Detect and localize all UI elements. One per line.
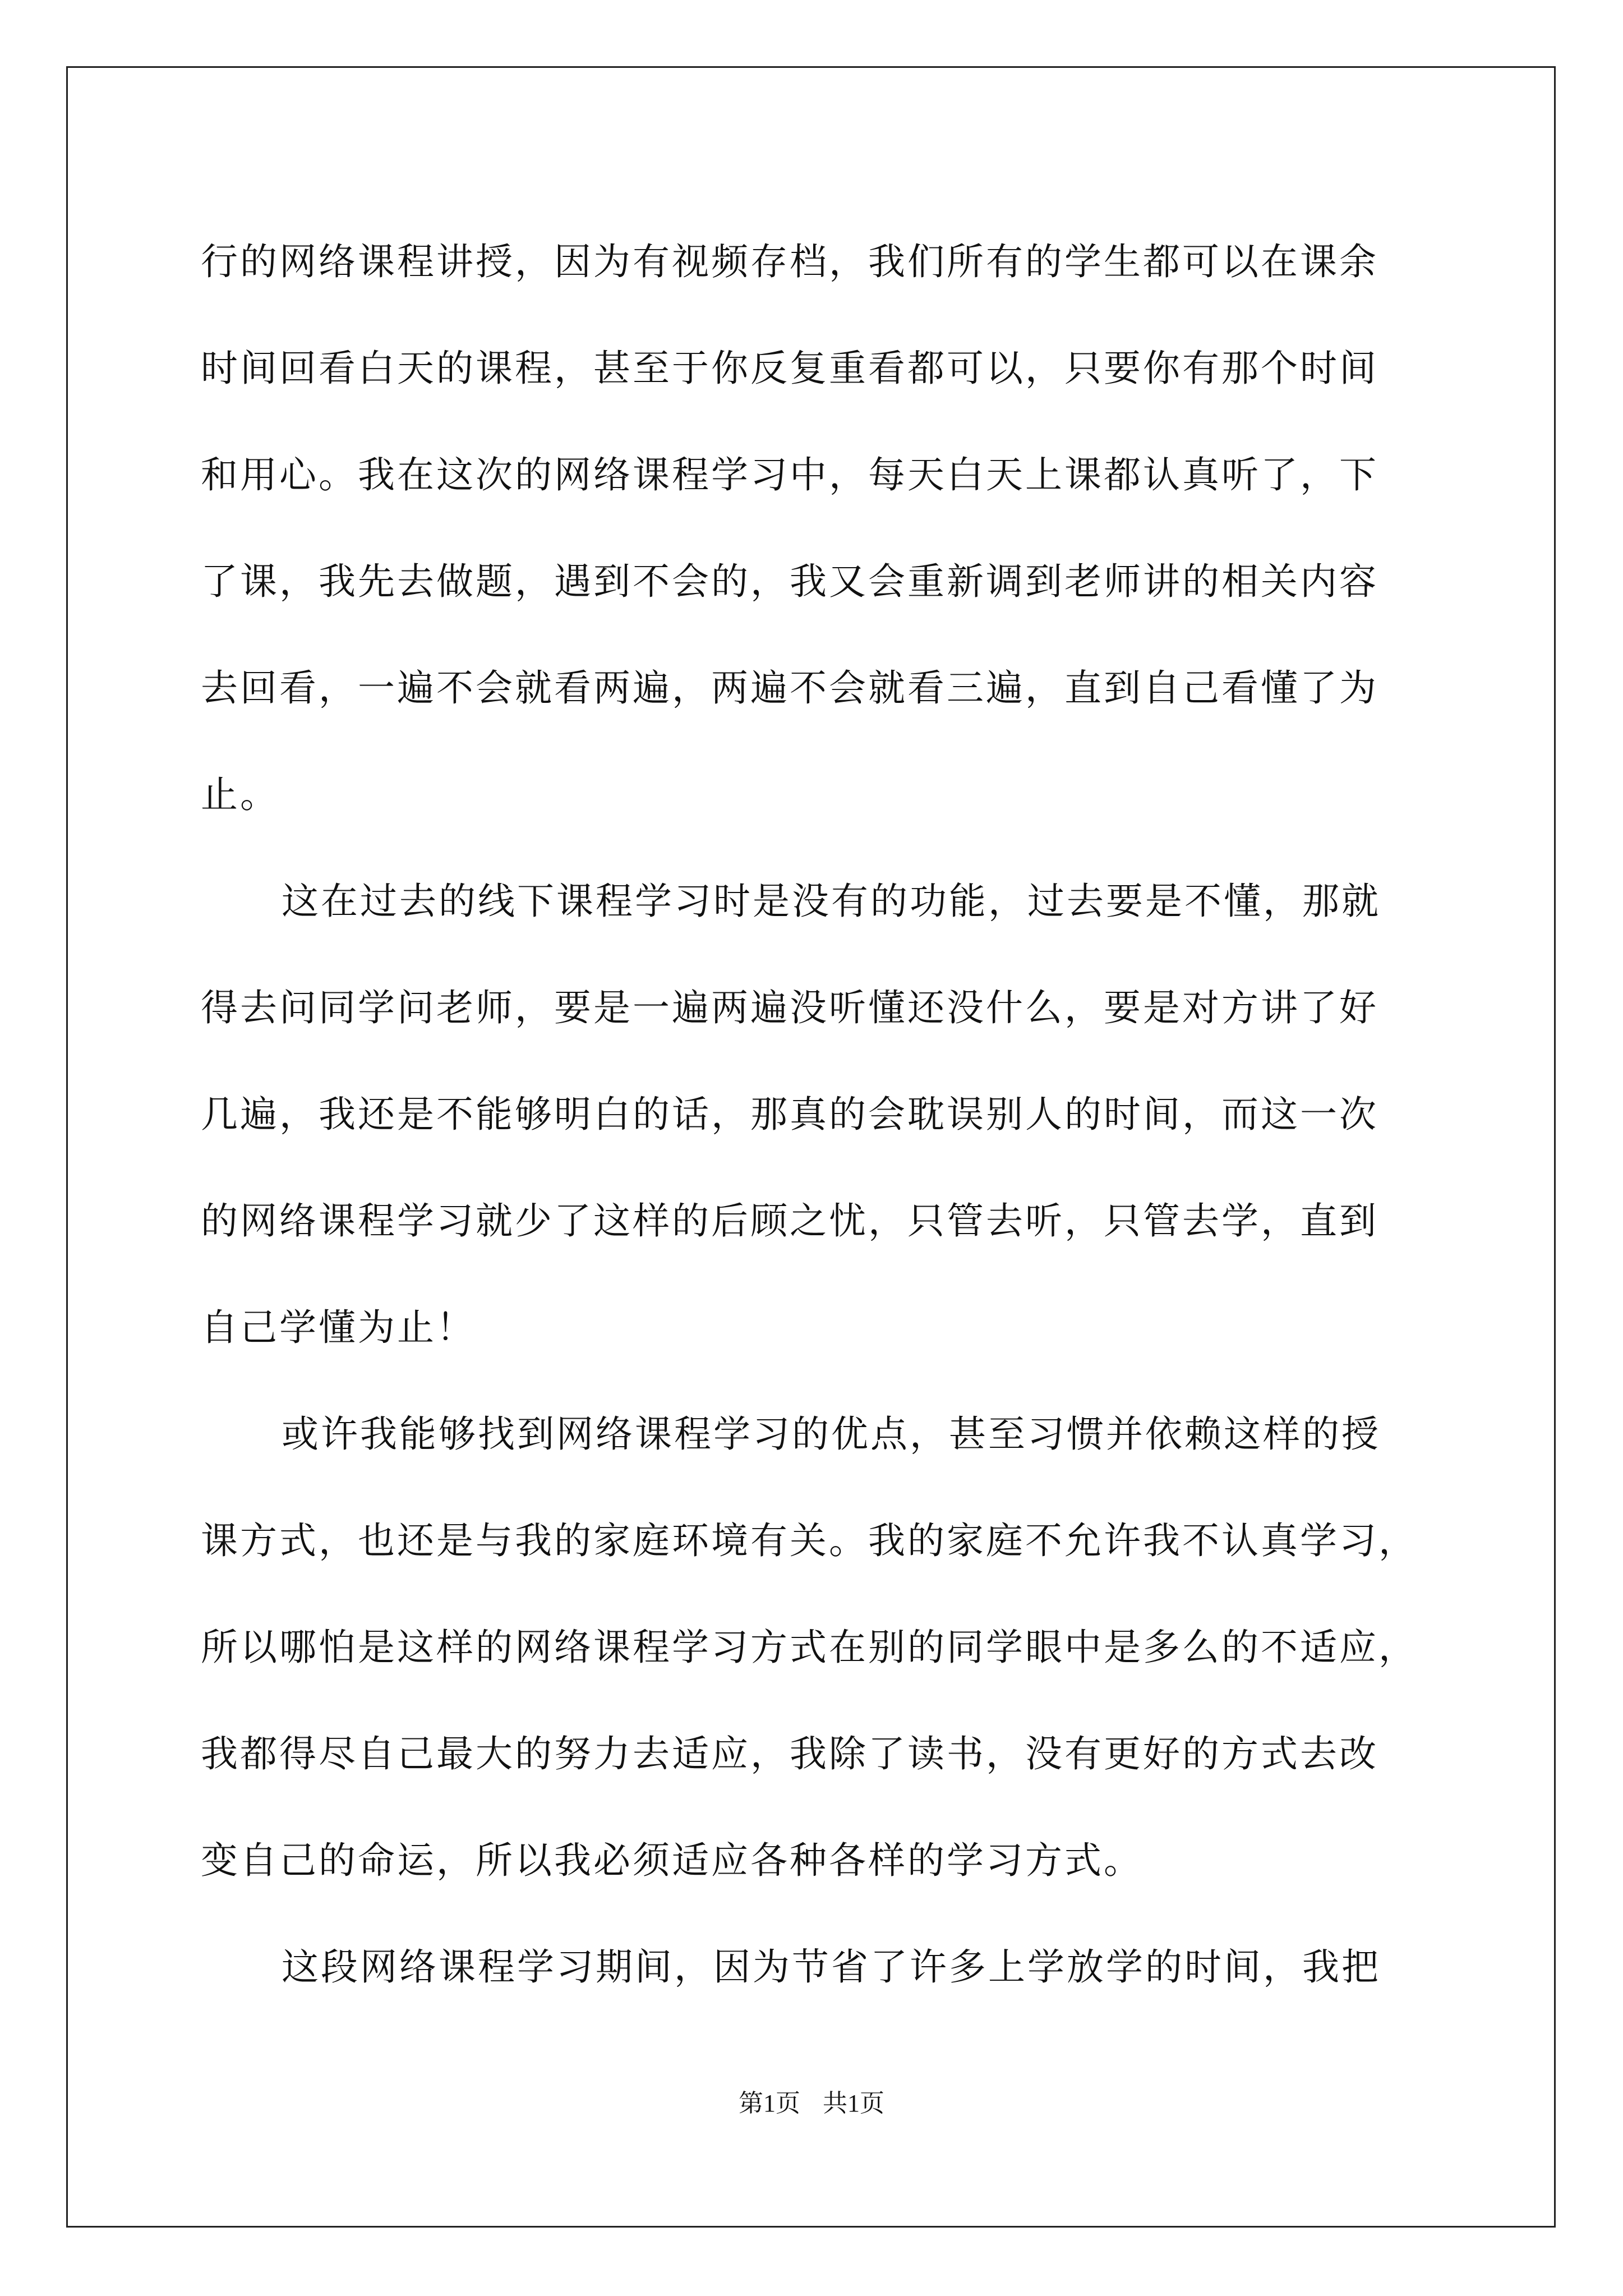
text-line: 行的网络课程讲授，因为有视频存档，我们所有的学生都可以在课余	[201, 240, 1378, 283]
page-footer	[0, 2087, 1623, 2120]
text-line: 时间回看白天的课程，甚至于你反复重看都可以，只要你有那个时间	[201, 347, 1378, 390]
text-line: 几遍，我还是不能够明白的话，那真的会耽误别人的时间，而这一次	[201, 1093, 1378, 1136]
paragraph-start-line: 这段网络课程学习期间，因为节省了许多上学放学的时间，我把	[282, 1945, 1381, 1989]
text-line: 我都得尽自己最大的努力去适应，我除了读书，没有更好的方式去改	[201, 1732, 1378, 1775]
page-number: 第1页	[739, 2090, 800, 2117]
document-body	[201, 209, 1426, 2021]
text-line: 和用心。我在这次的网络课程学习中，每天白天上课都认真听了，下	[201, 453, 1378, 496]
paragraph-start-line: 或许我能够找到网络课程学习的优点，甚至习惯并依赖这样的授	[282, 1412, 1381, 1456]
paragraph-start-line: 这在过去的线下课程学习时是没有的功能，过去要是不懂，那就	[282, 880, 1381, 923]
total-pages: 共1页	[823, 2090, 884, 2117]
text-line: 自己学懂为止！	[201, 1306, 476, 1349]
text-line: 变自己的命运，所以我必须适应各种各样的学习方式。	[201, 1839, 1143, 1882]
text-line: 去回看，一遍不会就看两遍，两遍不会就看三遍，直到自己看懂了为	[201, 666, 1378, 710]
text-line: 了课，我先去做题，遇到不会的，我又会重新调到老师讲的相关内容	[201, 560, 1378, 603]
text-line: 止。	[201, 773, 279, 816]
text-line: 得去问同学问老师，要是一遍两遍没听懂还没什么，要是对方讲了好	[201, 986, 1378, 1029]
text-line: 课方式，也还是与我的家庭环境有关。我的家庭不允许我不认真学习，	[201, 1519, 1418, 1562]
text-line: 的网络课程学习就少了这样的后顾之忧，只管去听，只管去学，直到	[201, 1199, 1378, 1243]
text-line: 所以哪怕是这样的网络课程学习方式在别的同学眼中是多么的不适应，	[201, 1626, 1418, 1669]
